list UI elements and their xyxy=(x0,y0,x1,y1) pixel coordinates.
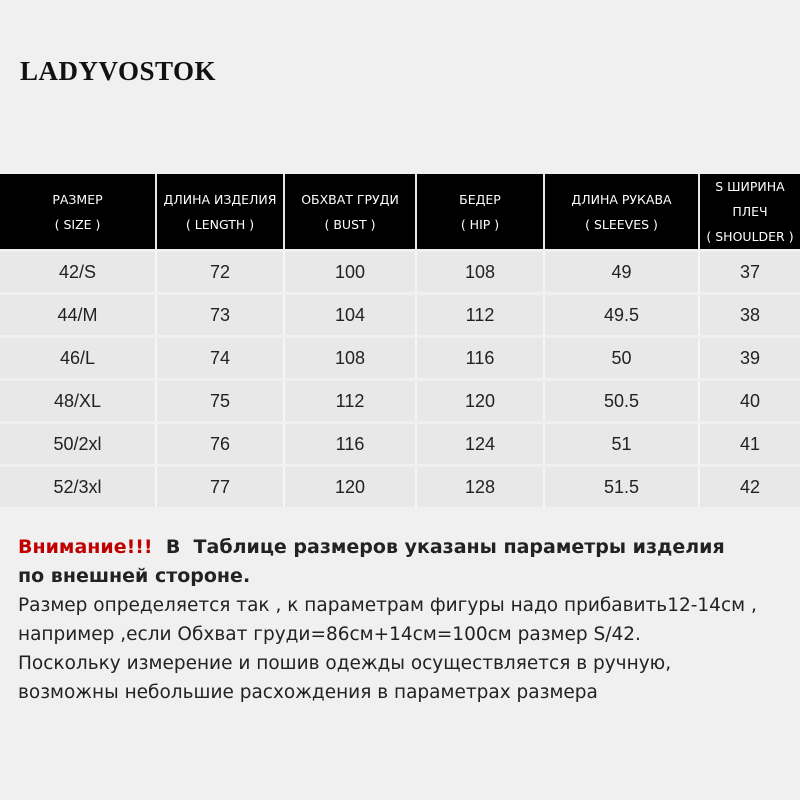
header-bust xyxy=(283,174,415,249)
notice-line-6: возможны небольшие расхождения в параметрах размера xyxy=(18,682,598,703)
cell-sleeves: 51.5 xyxy=(543,467,698,507)
table-row xyxy=(0,295,800,335)
cell-hip: 112 xyxy=(415,295,543,335)
header-label: ОБХВАТ ГРУДИ xyxy=(301,191,399,207)
header-label-en: ( BUST ) xyxy=(324,216,376,232)
cell-sleeves: 50 xyxy=(543,338,698,378)
cell-hip: 128 xyxy=(415,467,543,507)
cell-bust: 120 xyxy=(283,467,415,507)
cell-length: 77 xyxy=(155,467,283,507)
header-label-en: ( SHOULDER ) xyxy=(706,229,794,244)
cell-bust: 104 xyxy=(283,295,415,335)
cell-size: 42/S xyxy=(0,252,155,292)
notice-line-4: например ,если Обхват груди=86см+14см=100см размер S/42. xyxy=(18,624,641,645)
cell-shoulder: 40 xyxy=(698,381,800,421)
cell-shoulder: 37 xyxy=(698,252,800,292)
cell-size: 46/L xyxy=(0,338,155,378)
cell-sleeves: 50.5 xyxy=(543,381,698,421)
table-header-row xyxy=(0,174,800,249)
header-label: БЕДЕР xyxy=(459,191,501,207)
cell-shoulder: 38 xyxy=(698,295,800,335)
cell-hip: 108 xyxy=(415,252,543,292)
table-row xyxy=(0,467,800,507)
header-label: ДЛИНА РУКАВА xyxy=(571,191,672,207)
cell-shoulder: 39 xyxy=(698,338,800,378)
table-row xyxy=(0,381,800,421)
cell-bust: 112 xyxy=(283,381,415,421)
cell-size: 44/M xyxy=(0,295,155,335)
header-label-en: ( SIZE ) xyxy=(54,216,101,232)
table-row xyxy=(0,338,800,378)
cell-sleeves: 49.5 xyxy=(543,295,698,335)
cell-length: 72 xyxy=(155,252,283,292)
cell-sleeves: 51 xyxy=(543,424,698,464)
cell-size: 48/XL xyxy=(0,381,155,421)
size-notice xyxy=(18,533,798,707)
cell-sleeves: 49 xyxy=(543,252,698,292)
cell-hip: 120 xyxy=(415,381,543,421)
cell-bust: 108 xyxy=(283,338,415,378)
header-label-en: ( SLEEVES ) xyxy=(585,216,658,232)
header-label-en: ( HIP ) xyxy=(460,216,500,232)
cell-size: 50/2xl xyxy=(0,424,155,464)
table-row xyxy=(0,252,800,292)
cell-length: 76 xyxy=(155,424,283,464)
header-label: ДЛИНА ИЗДЕЛИЯ xyxy=(163,191,277,207)
size-chart xyxy=(0,171,800,510)
cell-shoulder: 41 xyxy=(698,424,800,464)
notice-line-5: Поскольку измерение и пошив одежды осуществляется в ручную, xyxy=(18,653,672,674)
header-label: РАЗМЕР xyxy=(52,191,103,207)
cell-size: 52/3xl xyxy=(0,467,155,507)
cell-hip: 116 xyxy=(415,338,543,378)
cell-length: 74 xyxy=(155,338,283,378)
warning-label: Внимание!!! xyxy=(18,536,153,558)
cell-length: 75 xyxy=(155,381,283,421)
notice-line-2: по внешней стороне. xyxy=(18,565,251,587)
cell-bust: 100 xyxy=(283,252,415,292)
size-table xyxy=(0,171,800,510)
header-label-en: ( LENGTH ) xyxy=(185,216,255,232)
brand-logo: LADYVOSTOK xyxy=(20,56,217,86)
notice-line-1-text: В Таблице размеров указаны параметры изделия xyxy=(152,536,725,558)
header-shoulder xyxy=(698,174,800,249)
cell-bust: 116 xyxy=(283,424,415,464)
notice-line-1 xyxy=(18,533,798,562)
header-hip xyxy=(415,174,543,249)
header-sleeves xyxy=(543,174,698,249)
header-label: S ШИРИНА ПЛЕЧ xyxy=(715,179,785,219)
cell-hip: 124 xyxy=(415,424,543,464)
header-size xyxy=(0,174,155,249)
notice-line-3: Размер определяется так , к параметрам фигуры надо прибавить12-14см , xyxy=(18,595,757,616)
cell-length: 73 xyxy=(155,295,283,335)
cell-shoulder: 42 xyxy=(698,467,800,507)
header-length xyxy=(155,174,283,249)
table-row xyxy=(0,424,800,464)
